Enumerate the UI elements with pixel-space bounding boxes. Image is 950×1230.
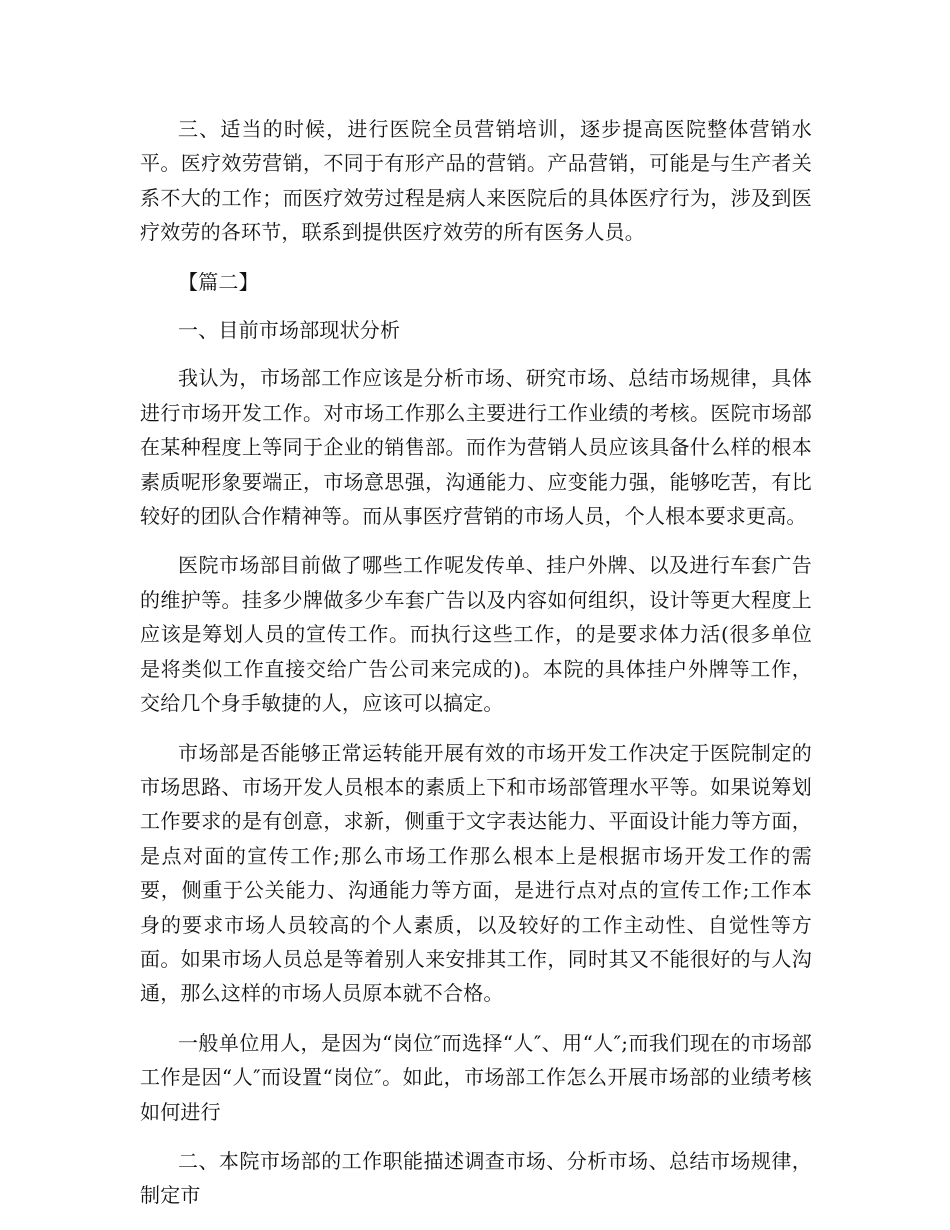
paragraph-operation-factors: 市场部是否能够正常运转能开展有效的市场开发工作决定于医院制定的市场思路、市场开发人员根本的素质上下和市场部管理水平等。如果说筹划工作要求的是有创意，求新，侧重于文字表达能力、平面设计能力等方面，是点对面的宣传工作;那么市场工作那么根本上是根据市场开发工作的需要，侧重于公关能力、沟通能力等方面，是进行点对点的宣传工作;工作本身的要求市场人员较高的个人素质，以及较好的工作主动性、自觉性等方面。如果市场人员总是等着别人来安排其工作，同时其又不能很好的与人沟通，那么这样的市场人员原本就不合格。 [140, 740, 812, 1006]
paragraph-staffing-position: 一般单位用人，是因为“岗位″而选择“人″、用“人″;而我们现在的市场部工作是因“人″而设置“岗位″。如此，市场部工作怎么开展市场部的业绩考核如何进行 [140, 1030, 812, 1124]
section-heading-part-two: 【篇二】 [178, 269, 259, 294]
paragraph-function-description: 二、本院市场部的工作职能描述调查市场、分析市场、总结市场规律，制定市 [140, 1148, 812, 1208]
paragraph-market-department-role: 我认为，市场部工作应该是分析市场、研究市场、总结市场规律，具体进行市场开发工作。对市场工作那么主要进行工作业绩的考核。医院市场部在某种程度上等同于企业的销售部。而作为营销人员应该具备什么样的根本素质呢形象要端正，市场意思强，沟通能力、应变能力强，能够吃苦，有比较好的团队合作精神等。而从事医疗营销的市场人员，个人根本要求更高。 [140, 366, 812, 529]
paragraph-current-work: 医院市场部目前做了哪些工作呢发传单、挂户外牌、以及进行车套广告的维护等。挂多少牌做多少车套广告以及内容如何组织，设计等更大程度上应该是筹划人员的宣传工作。而执行这些工作，的是要求体力活(很多单位是将类似工作直接交给广告公司来完成的)。本院的具体挂户外牌等工作，交给几个身手敏捷的人，应该可以搞定。 [140, 553, 812, 716]
document-body [140, 112, 812, 1221]
paragraph-staff-marketing-training: 三、适当的时候，进行医院全员营销培训，逐步提高医院整体营销水平。医疗效劳营销，不同于有形产品的营销。产品营销，可能是与生产者关系不大的工作；而医疗效劳过程是病人来医院后的具体医疗行为，涉及到医疗效劳的各环节，联系到提供医疗效劳的所有医务人员。 [140, 117, 812, 245]
section-heading-current-analysis: 一、目前市场部现状分析 [178, 318, 401, 343]
